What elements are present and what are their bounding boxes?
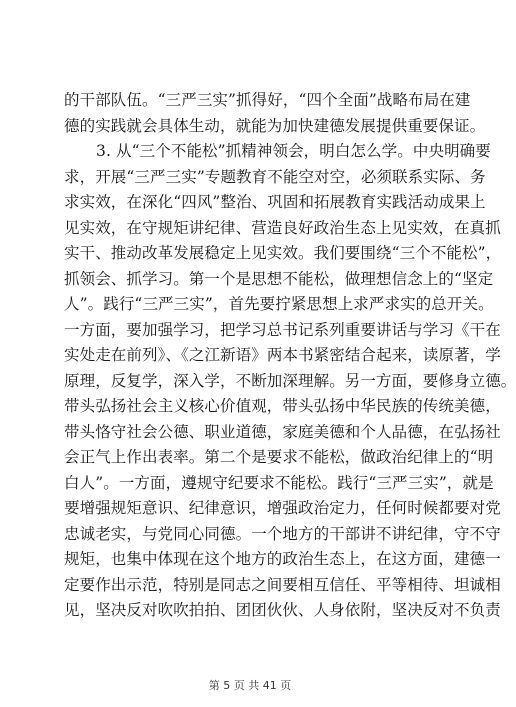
- text-line: 实干、推动改革发展稳定上见实效。我们要围绕“三个不能松”，: [64, 244, 502, 262]
- text-line: 的干部队伍。“三严三实”抓得好，“四个全面”战略布局在建: [64, 91, 471, 109]
- text-line: 定要作出示范，特别是同志之间要相互信任、平等相待、坦诚相: [64, 575, 501, 594]
- page-number-footer: 第 5 页 共 41 页: [208, 679, 292, 692]
- text-line: 带头弘扬社会主义核心价值观，带头弘扬中华民族的传统美德，: [64, 397, 501, 415]
- text-line: 抓领会、抓学习。第一个是思想不能松，做理想信念上的“坚定: [64, 269, 494, 288]
- text-line: 带头恪守社会公德、职业道德，家庭美德和个人品德，在弘扬社: [64, 422, 501, 441]
- text-line: 见，坚决反对吹吹拍拍、团团伙伙、人身依附，坚决反对不负责: [64, 601, 501, 619]
- text-line: 会正气上作出表率。第二个是要求不能松，做政治纪律上的“明: [64, 448, 494, 466]
- text-line: 一方面，要加强学习，把学习总书记系列重要讲话与学习《干在: [64, 320, 501, 339]
- text-line: 求，开展“三严三实”专题教育不能空对空，必须联系实际、务: [64, 167, 486, 186]
- text-line: 见实效，在守规矩讲纪律、营造良好政治生态上见实效，在真抓: [64, 218, 501, 237]
- paragraph-start-line: 3. 从“三个不能松”抓精神领会，明白怎么学。中央明确要: [96, 142, 491, 160]
- text-line: 忠诚老实，与党同心同德。一个地方的干部讲不讲纪律，守不守: [64, 524, 501, 543]
- text-line: 人”。践行“三严三实”，首先要拧紧思想上求严求实的总开关。: [64, 295, 494, 313]
- text-line: 原理，反复学，深入学，不断加深理解。另一方面，要修身立德。: [64, 371, 516, 390]
- text-line: 实处走在前列》、《之江新语》两本书紧密结合起来，读原著，学: [64, 346, 501, 364]
- text-line: 求实效，在深化“四风”整治、巩固和拓展教育实践活动成果上: [64, 193, 486, 211]
- body-text: [64, 88, 516, 624]
- text-line: 要增强规矩意识、纪律意识，增强政治定力，任何时候都要对党: [64, 499, 501, 517]
- text-line: 规矩，也集中体现在这个地方的政治生态上，在这方面，建德一: [64, 550, 501, 568]
- text-line: 白人”。一方面，遵规守纪要求不能松。践行“三严三实”，就是: [64, 473, 494, 492]
- text-line: 德的实践就会具体生动，就能为加快建德发展提供重要保证。: [64, 116, 486, 135]
